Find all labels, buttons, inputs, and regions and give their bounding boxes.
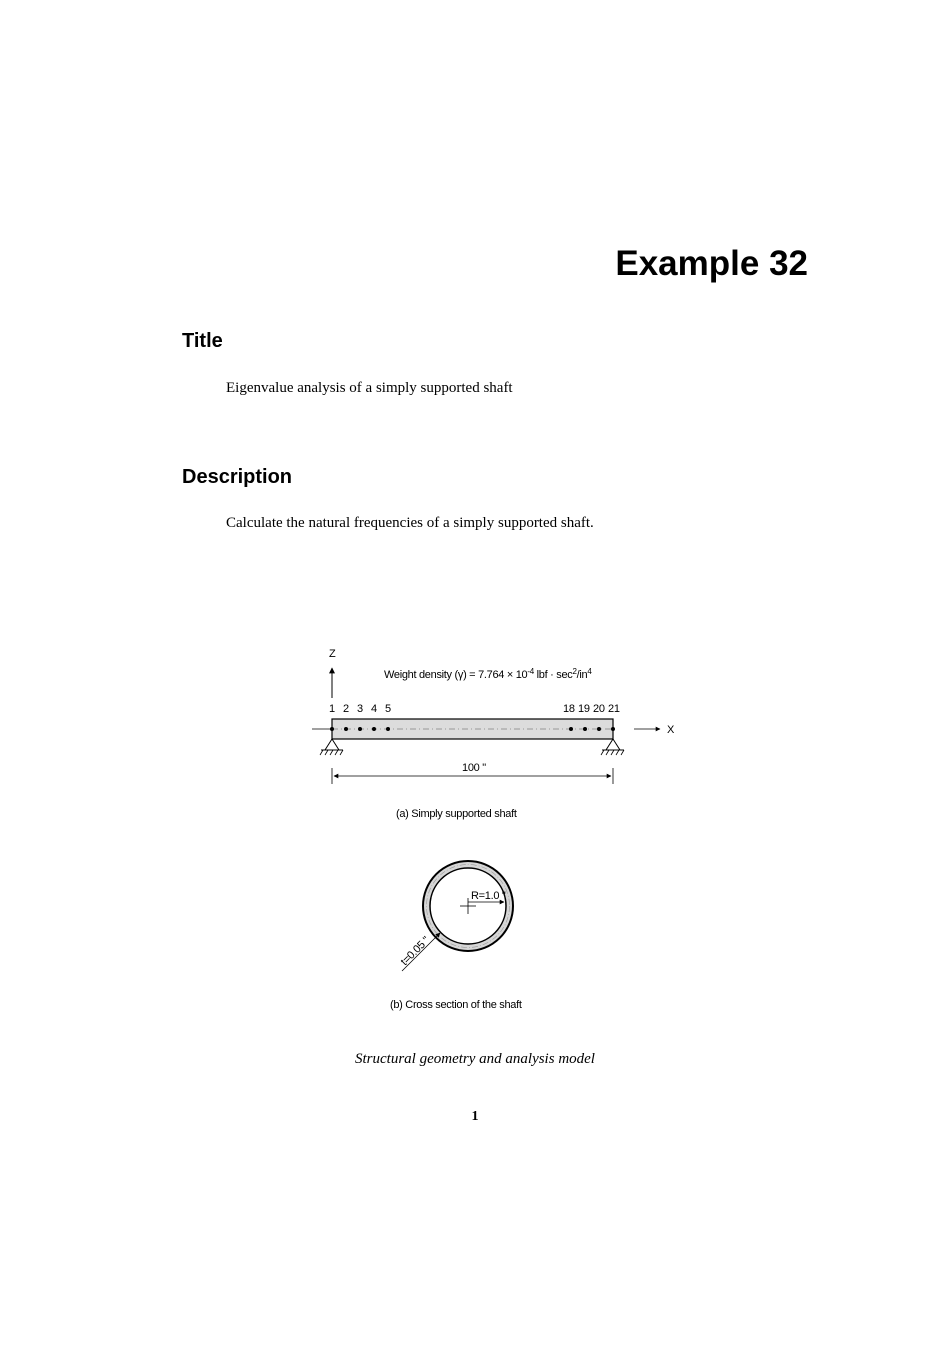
node-label-19: 19 — [578, 703, 590, 715]
example-title: Example 32 — [615, 244, 808, 283]
description-heading: Description — [182, 466, 293, 488]
shaft-caption: (a) Simply supported shaft — [396, 808, 517, 820]
cross-section-caption: (b) Cross section of the shaft — [390, 999, 522, 1011]
node-label-5: 5 — [385, 703, 391, 715]
shaft-figure — [290, 640, 710, 1020]
node-2 — [344, 727, 348, 731]
node-20 — [597, 727, 601, 731]
node-1 — [330, 727, 334, 731]
node-label-18: 18 — [563, 703, 575, 715]
node-label-21: 21 — [608, 703, 620, 715]
node-21 — [611, 727, 615, 731]
node-label-4: 4 — [371, 703, 377, 715]
z-axis-label: Z — [329, 648, 336, 660]
node-5 — [386, 727, 390, 731]
node-4 — [372, 727, 376, 731]
cross-section — [399, 861, 513, 971]
weight-density-label: Weight density $(\gamma) = 7.764 \times 10^{-4}$ lbf · $\sec^2/in^4$ — [384, 667, 592, 681]
node-19 — [583, 727, 587, 731]
figure-caption: Structural geometry and analysis model — [355, 1051, 595, 1067]
left-pin-support — [320, 739, 343, 755]
node-label-3: 3 — [357, 703, 363, 715]
length-label: 100 " — [462, 762, 486, 774]
node-label-2: 2 — [343, 703, 349, 715]
thickness-label: t=0.05 " — [398, 934, 433, 969]
radius-label: R=1.0 " — [471, 890, 506, 902]
node-3 — [358, 727, 362, 731]
page-number: 1 — [471, 1109, 479, 1124]
node-label-20: 20 — [593, 703, 605, 715]
description-text: Calculate the natural frequencies of a simply supported shaft. — [226, 515, 594, 531]
title-heading: Title — [182, 330, 223, 352]
x-axis-label: X — [667, 724, 675, 736]
node-18 — [569, 727, 573, 731]
node-label-1: 1 — [329, 703, 335, 715]
title-text: Eigenvalue analysis of a simply supported shaft — [226, 380, 513, 396]
right-pin-support — [601, 739, 624, 755]
